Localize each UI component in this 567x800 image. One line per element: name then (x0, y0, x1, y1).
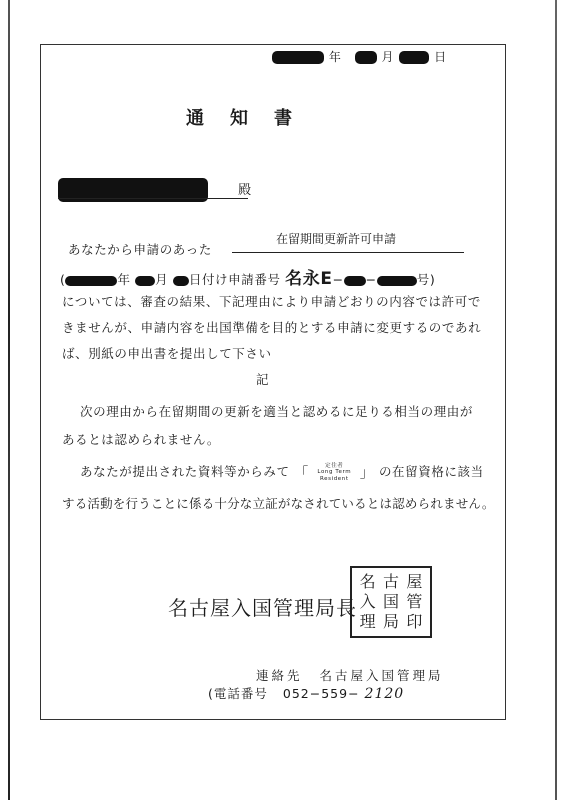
redacted-app-day (173, 276, 189, 286)
reason-2-line-1 (80, 462, 484, 483)
dash-2: − (365, 272, 377, 287)
app-month-suffix: 月 (155, 272, 169, 287)
redacted-month (355, 51, 377, 64)
application-type: 在留期間更新許可申請 (276, 232, 397, 246)
dash-1: − (332, 272, 344, 287)
body-line-4: きませんが、申請内容を出国準備を目的とする申請に変更するのであれ (62, 320, 482, 335)
seal-char: 局 (382, 612, 399, 631)
bracket-close: 」 (359, 465, 375, 482)
seal-char: 古 (382, 572, 399, 591)
official-seal (350, 566, 432, 638)
redacted-app-number-1 (344, 276, 366, 286)
redacted-app-month (135, 276, 155, 286)
day-suffix: 日 (434, 50, 448, 64)
application-number-label: 日付け申請番号 (188, 272, 281, 287)
contact-line (256, 666, 444, 684)
phone-label: (電話番号 (208, 686, 268, 701)
reason-2-prefix: あなたが提出された資料等からみて (80, 464, 290, 479)
body-line-1: あなたから申請のあった (68, 242, 212, 257)
scan-edge-right (555, 0, 557, 800)
document-title: 通知書 (186, 108, 318, 129)
open-paren: ( (60, 272, 66, 287)
bureau-chief: 名古屋入国管理局長 (168, 596, 357, 620)
status-japanese: 定住者 (325, 462, 344, 469)
phone-line (208, 684, 404, 702)
close-paren: 号) (416, 272, 436, 287)
month-suffix: 月 (381, 50, 395, 64)
seal-char: 管 (406, 592, 423, 611)
redacted-app-year (65, 276, 117, 286)
date-line (272, 48, 447, 65)
seal-grid (356, 572, 426, 632)
status-english-2: Resident (319, 475, 349, 482)
phone-number: 052−559− (282, 686, 360, 701)
application-underline (232, 252, 464, 253)
year-suffix: 年 (328, 50, 342, 64)
honorific: 殿 (238, 182, 252, 198)
status-of-residence (317, 463, 351, 483)
seal-char: 名 (359, 572, 376, 591)
phone-extension-handwritten: 2120 (364, 686, 405, 702)
redacted-year (272, 51, 324, 64)
seal-char: 屋 (406, 572, 423, 591)
reason-1-line-2: あるとは認められません。 (62, 432, 220, 447)
redacted-app-number-2 (377, 276, 417, 286)
ki-heading: 記 (256, 372, 269, 387)
seal-char: 理 (359, 612, 376, 631)
body-line-5: ば、別紙の申出書を提出して下さい (62, 346, 272, 361)
seal-char: 印 (406, 612, 423, 631)
addressee-underline (58, 198, 248, 199)
body-line-2 (60, 264, 435, 289)
body-line-3: については、審査の結果、下記理由により申請どおりの内容では許可で (62, 294, 481, 309)
reason-2-suffix: の在留資格に該当 (378, 464, 484, 479)
seal-char: 国 (382, 592, 399, 611)
contact-label: 連絡先 (256, 668, 303, 683)
contact-office: 名古屋入国管理局 (319, 668, 444, 683)
bracket-open: 「 (294, 465, 309, 482)
reason-2-line-2: する活動を行うことに係る十分な立証がなされているとは認められません。 (62, 496, 495, 511)
redacted-day (399, 51, 429, 64)
seal-char: 入 (359, 592, 376, 611)
reason-1-line-1: 次の理由から在留期間の更新を適当と認めるに足りる相当の理由が (80, 404, 474, 419)
application-number-prefix: 名永E (285, 269, 333, 289)
app-year-suffix: 年 (117, 272, 131, 287)
status-english-1: Long Term (317, 469, 352, 476)
scan-edge-left (8, 0, 10, 800)
